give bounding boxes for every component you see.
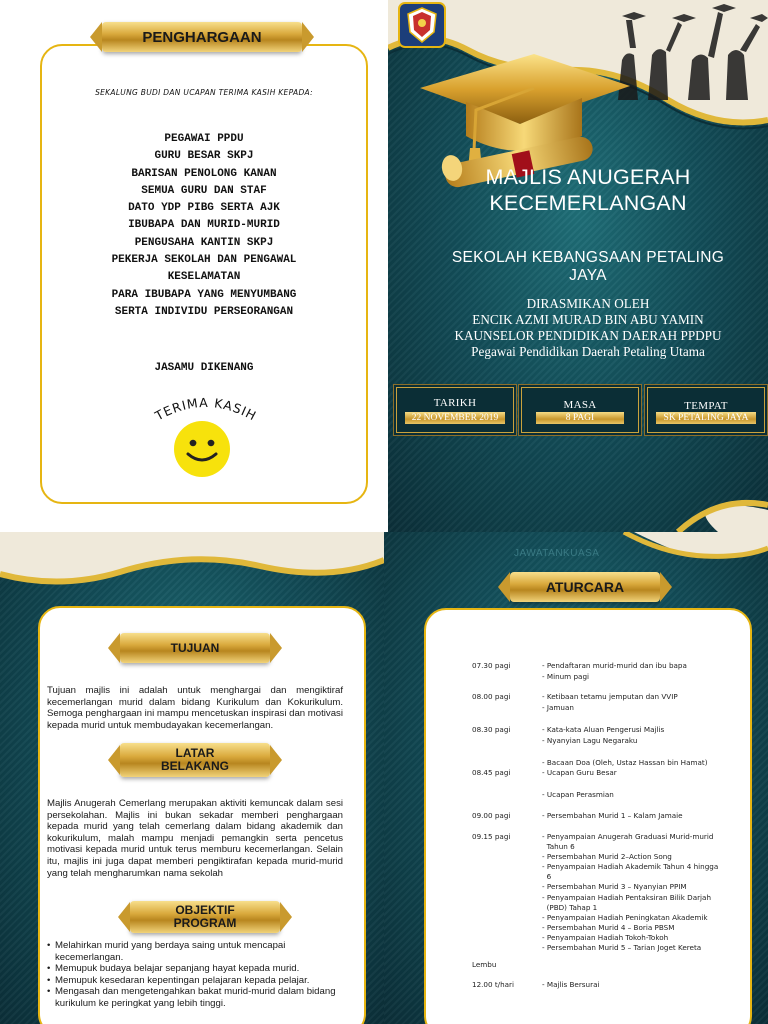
schedule-time: 09.15 pagi <box>472 832 511 841</box>
objective-item: • Melahirkan murid yang berdaya saing untuk mencapai kecemerlangan. <box>47 940 347 963</box>
schedule-item: - Penyampaian Hadiah Peningkatan Akademik <box>542 912 708 922</box>
schedule-item: - Persembahan Murid 5 – Tarian Joget Kereta <box>542 943 702 953</box>
cover-panel <box>388 0 768 532</box>
schedule-time: 08.30 pagi <box>472 725 511 734</box>
tujuan-text: Tujuan majlis ini adalah untuk menghargai dan mengiktiraf kecemerlangan murid dalam bidang Kurikulum dan Kokurikulum. Semoga penghargaan ini mampu mencetuskan inspirasi dan motivasi kepada murid untuk membudayakan kecemerlangan. <box>47 685 343 731</box>
date-value: 22 NOVEMBER 2019 <box>405 412 505 424</box>
objective-item: • Mengasah dan mengetengahkan bakat murid-murid dalam bidang kurikulum ke peringkat yang lebih tinggi. <box>47 986 347 1009</box>
banner-line: PROGRAM <box>173 916 237 930</box>
schedule-item: - Penyampaian Hadiah Tokoh-Tokoh <box>542 932 669 942</box>
schedule-item: - Nyanyian Lagu Negaraku <box>542 735 638 745</box>
recipient-item: PARA IBUBAPA YANG MENYUMBANG <box>111 288 297 301</box>
time-box <box>521 387 639 433</box>
schedule-time: Lembu <box>472 960 497 969</box>
officiated-by-line: KAUNSELOR PENDIDIKAN DAERAH PPDPU <box>454 328 722 343</box>
schedule-item: - Ucapan Perasmian <box>542 790 614 799</box>
recipient-item: PEKERJA SEKOLAH DAN PENGAWAL <box>111 254 297 267</box>
recipient-item: SEMUA GURU DAN STAF <box>141 184 267 197</box>
schedule-time: 08.45 pagi <box>472 768 511 777</box>
venue-box <box>647 387 765 433</box>
faint-label: JAWATANKUASA <box>514 548 600 559</box>
officiated-by-line: ENCIK AZMI MURAD BIN ABU YAMIN <box>472 312 704 327</box>
aturcara-banner: ATURCARA <box>510 572 660 602</box>
schedule-item: - Kata-kata Aluan Pengerusi Majlis <box>542 725 665 734</box>
latar-belakang-text: Majlis Anugerah Cemerlang merupakan aktiviti kemuncak dalam sesi persekolahan. Majlis ini bukan sekadar memberi penghargaan kepada murid yang telah cemerlang dalam bidang akademik dan kokurikulum, malah mampu menjadi pemangkin serta pencetus motivasi kepada murid untuk terus memburu kecemerlangan. Selain itu, majlis ini juga dapat memberi pengiktirafan kepada murid-murid yang telah mengharumkan nama sekolah <box>47 798 343 879</box>
banner-line: LATAR <box>175 746 215 760</box>
recipient-item: IBUBAPA DAN MURID-MURID <box>128 219 280 232</box>
time-value: 8 PAGI <box>536 412 624 424</box>
officiated-by-line: DIRASMIKAN OLEH <box>526 296 650 311</box>
event-title-line: MAJLIS ANUGERAH <box>485 165 691 189</box>
schedule-time: 07.30 pagi <box>472 661 511 670</box>
schedule-item: - Penyampaian Anugerah Graduasi Murid-murid <box>542 832 714 841</box>
schedule-item: - Persembahan Murid 2–Action Song <box>542 852 672 862</box>
schedule-item: - Persembahan Murid 3 – Nyanyian PPIM <box>542 882 687 892</box>
objective-item: • Memupuk kesedaran kepentingan pelajaran kepada pelajar. <box>47 975 347 987</box>
time-label: MASA <box>563 399 597 411</box>
schedule-time: 12.00 t/hari <box>472 980 515 989</box>
recipient-item: KESELAMATAN <box>167 271 241 284</box>
schedule-time: 08.00 pagi <box>472 692 511 701</box>
recipient-item: BARISAN PENOLONG KANAN <box>131 167 277 180</box>
objectives-list <box>47 940 347 1010</box>
schedule-item: - Jamuan <box>542 702 574 712</box>
venue-value: SK PETALING JAYA <box>656 412 756 424</box>
tujuan-banner: TUJUAN <box>120 633 270 663</box>
school-name <box>388 249 768 285</box>
penghargaan-banner: PENGHARGAAN <box>102 22 302 52</box>
schedule-item: - Penyampaian Hadiah Akademik Tahun 4 hingga <box>542 862 719 872</box>
purpose-panel <box>0 532 384 1024</box>
programme-panel <box>384 532 768 1024</box>
recipient-item: DATO YDP PIBG SERTA AJK <box>128 202 280 215</box>
venue-label: TEMPAT <box>684 400 728 412</box>
closing-text: JASAMU DIKENANG <box>154 362 254 374</box>
banner-line: BELAKANG <box>161 759 229 773</box>
objective-item: • Memupuk budaya belajar sepanjang hayat kepada murid. <box>47 963 347 975</box>
recipient-item: PEGAWAI PPDU <box>164 133 244 145</box>
schedule-item: - Ucapan Guru Besar <box>542 768 617 777</box>
schedule-item: (PBD) Tahap 1 <box>542 902 598 912</box>
banner-line: OBJEKTIF <box>175 903 235 917</box>
officiated-by <box>388 296 768 360</box>
officiated-by-line: Pegawai Pendidikan Daerah Petaling Utama <box>471 344 705 359</box>
schedule-item: Tahun 6 <box>542 842 575 852</box>
smiley-icon <box>173 420 231 478</box>
schedule-item: - Persembahan Murid 1 – Kalam Jamaie <box>542 811 683 820</box>
recipient-item: PENGUSAHA KANTIN SKPJ <box>134 236 274 249</box>
terima-kasih-text: TERIMA KASIH <box>152 394 260 424</box>
cream-curve-decoration <box>0 532 384 612</box>
school-name-line: JAYA <box>569 267 607 284</box>
recipient-list <box>40 131 368 321</box>
schedule-item: - Bacaan Doa (Oleh, Ustaz Hassan bin Hamat) <box>542 758 708 767</box>
date-box <box>396 387 514 433</box>
schedule-item: - Persembahan Murid 4 – Boria PBSM <box>542 922 675 932</box>
schedule-item: - Minum pagi <box>542 671 589 681</box>
schedule-item: - Majlis Bersurai <box>542 980 600 989</box>
objektif-banner <box>130 901 280 933</box>
schedule-item: - Pendaftaran murid-murid dan ibu bapa <box>542 661 687 670</box>
event-title <box>388 164 768 216</box>
recipient-item: GURU BESAR SKPJ <box>154 150 254 163</box>
latar-belakang-banner <box>120 743 270 777</box>
acknowledgement-panel <box>0 0 388 532</box>
event-title-line: KECEMERLANGAN <box>489 191 687 215</box>
recipient-item: SERTA INDIVIDU PERSEORANGAN <box>114 305 294 318</box>
school-name-line: SEKOLAH KEBANGSAAN PETALING <box>451 249 725 266</box>
date-label: TARIKH <box>433 397 477 409</box>
schedule-item: 6 <box>542 872 552 882</box>
schedule-item: - Penyampaian Hadiah Pentaksiran Bilik Darjah <box>542 892 712 902</box>
schedule-time: 09.00 pagi <box>472 811 511 820</box>
schedule-item: - Ketibaan tetamu jemputan dan VVIP <box>542 692 678 701</box>
acknowledgement-intro: SEKALUNG BUDI DAN UCAPAN TERIMA KASIH KEPADA: <box>95 88 313 97</box>
